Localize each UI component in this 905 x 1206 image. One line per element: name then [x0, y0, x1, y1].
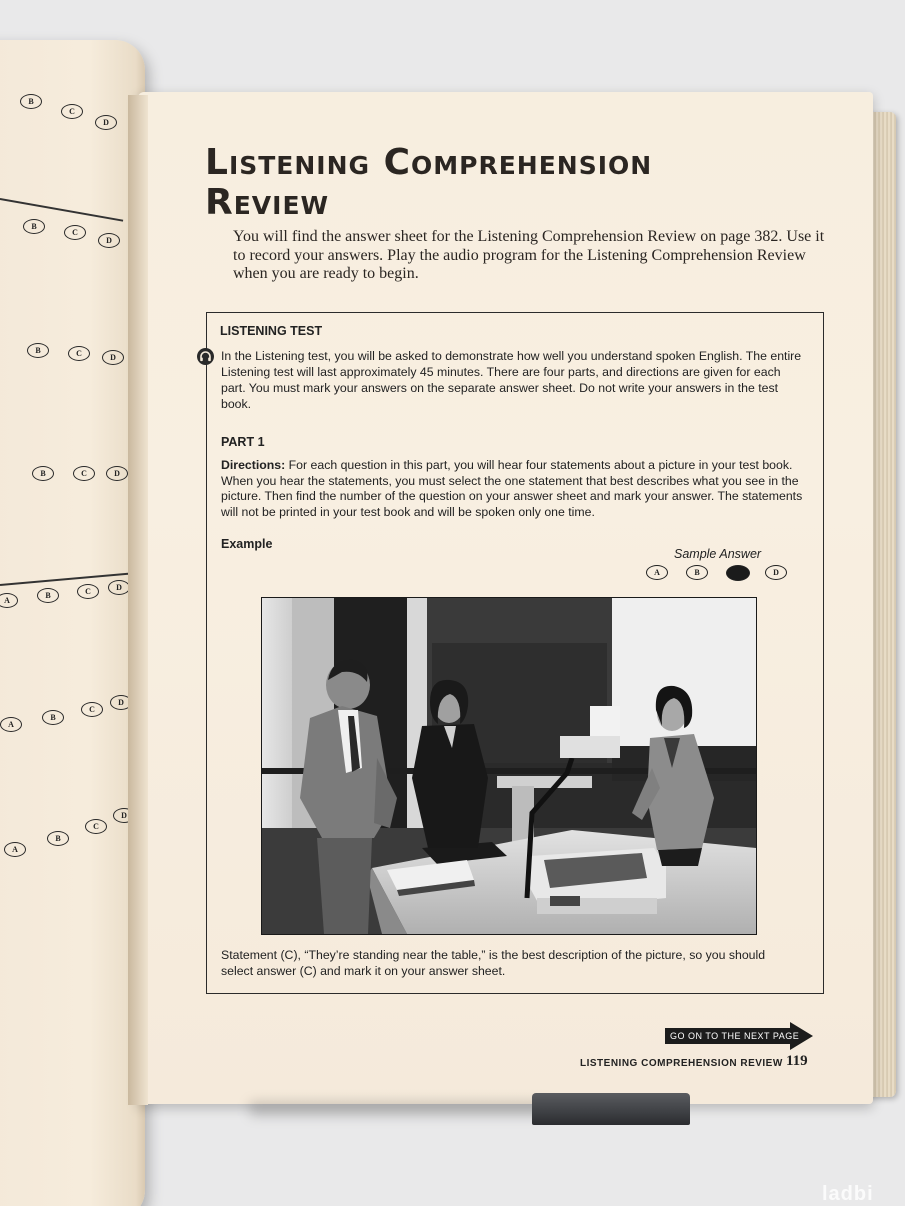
- page-title-line-2: Review: [205, 182, 330, 223]
- headphone-icon: [197, 348, 214, 365]
- example-label: Example: [221, 537, 273, 551]
- statement-paragraph: Statement (C), “They’re standing near the table,” is the best description of the picture, so you should select answer (C) and mark it on your answer sheet.: [221, 948, 766, 978]
- answer-bubble-d: D: [95, 115, 117, 130]
- answer-bubble-b: B: [23, 219, 45, 234]
- box-heading: LISTENING TEST: [220, 324, 323, 338]
- page-title: [205, 143, 765, 223]
- answer-bubble-d: D: [113, 808, 135, 823]
- answer-bubble-a: A: [4, 842, 26, 857]
- answer-bubble-a: A: [0, 717, 22, 732]
- answer-bubble-d: D: [108, 580, 130, 595]
- left-page: [0, 40, 145, 1206]
- answer-bubble-a: A: [0, 593, 18, 608]
- answer-bubble-c: C: [68, 346, 90, 361]
- answer-row-divider: [0, 198, 123, 221]
- answer-bubble-b: B: [32, 466, 54, 481]
- answer-bubble-c: C: [73, 466, 95, 481]
- answer-bubble-b: B: [27, 343, 49, 358]
- answer-bubble-d: D: [98, 233, 120, 248]
- listening-test-paragraph: In the Listening test, you will be asked to demonstrate how well you understand spoken English. The entire Listening test will last approximately 45 minutes. There are four parts, and directions are given for each part. You must mark your answers on the separate answer sheet. Do not write your answers in the test book.: [221, 349, 802, 411]
- answer-bubble-d: D: [110, 695, 132, 710]
- answer-bubble-c: C: [64, 225, 86, 240]
- answer-bubble-c: C: [81, 702, 103, 717]
- example-photograph: [261, 597, 757, 935]
- running-head: LISTENING COMPREHENSION REVIEW: [580, 1058, 783, 1069]
- answer-bubble-d: D: [102, 350, 124, 365]
- directions-paragraph: [221, 458, 806, 520]
- answer-bubble-c: C: [85, 819, 107, 834]
- directions-label: Directions:: [221, 458, 286, 472]
- book-stand: [532, 1093, 690, 1125]
- answer-bubble-b: B: [20, 94, 42, 109]
- answer-bubble-c: C: [77, 584, 99, 599]
- shadow: [250, 1102, 550, 1116]
- sample-answer-bubble-c-filled: [726, 565, 750, 581]
- book-gutter: [128, 95, 148, 1105]
- page-title-line-1: Listening Comprehension: [205, 142, 653, 183]
- answer-bubble-b: B: [42, 710, 64, 725]
- answer-bubble-c: C: [61, 104, 83, 119]
- sample-answer-bubble-d: D: [765, 565, 787, 580]
- page-number: 119: [786, 1053, 808, 1069]
- sample-answer-label: Sample Answer: [674, 547, 762, 561]
- intro-paragraph: You will find the answer sheet for the Listening Comprehension Review on page 382. Use it to record your answers. Play the audio program for the Listening Comprehension Review when you are ready to begin.: [233, 228, 825, 282]
- answer-bubble-b: B: [47, 831, 69, 846]
- next-page-label: GO ON TO THE NEXT PAGE: [670, 1031, 800, 1041]
- directions-text: For each question in this part, you will hear four statements about a picture in your test book. When you hear the statements, you must select the one statement that best describes what you see in the picture. Then find the number of the question on your answer sheet and mark your answer. The statements will not be printed in your test book and will be spoken only one time.: [221, 458, 803, 519]
- watermark: ladbi: [822, 1183, 874, 1205]
- part-heading: PART 1: [221, 435, 265, 449]
- sample-answer-bubble-b: B: [686, 565, 708, 580]
- sample-answer-bubble-a: A: [646, 565, 668, 580]
- answer-bubble-b: B: [37, 588, 59, 603]
- answer-bubble-d: D: [106, 466, 128, 481]
